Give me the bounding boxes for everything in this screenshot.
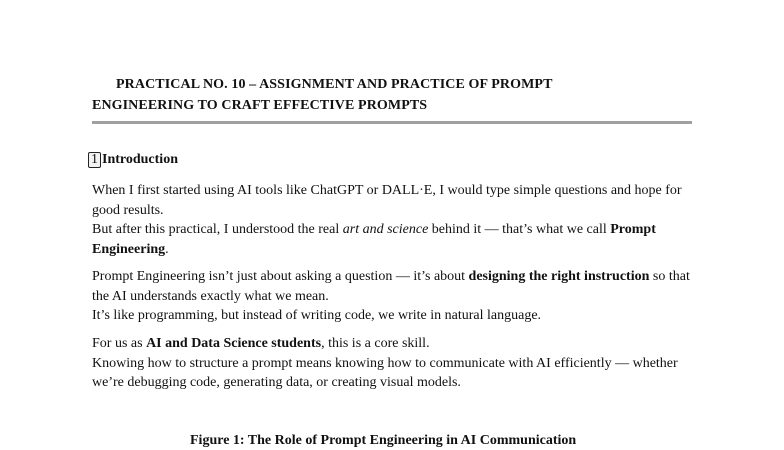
- section-heading-introduction: [88, 151, 178, 169]
- p1-bold-prompt-engineering: Prompt Engineering: [92, 222, 656, 257]
- p1-line-2-post: behind it — that’s what we call: [428, 222, 611, 237]
- section-number-keycap-icon: 1: [88, 152, 101, 168]
- paragraph-3: [92, 334, 702, 393]
- p1-line-2-end: .: [165, 241, 169, 257]
- p1-italic-art-and-science: art and science: [342, 222, 429, 237]
- page-title: [92, 74, 692, 116]
- p3-bold-students: AI and Data Science students: [146, 336, 322, 351]
- p3-line-2: Knowing how to structure a prompt means knowing how to communicate with AI efficiently — whether we’re debugging code, generating data, or creating visual models.: [92, 355, 678, 390]
- p1-line-1: When I first started using AI tools like ChatGPT or DALL·E, I would type simple questions and hope for good results.: [92, 183, 682, 218]
- section-heading-label: Introduction: [102, 152, 178, 167]
- p2-post: so that the AI understands exactly what we mean.: [92, 269, 690, 304]
- p3-post: , this is a core skill.: [321, 336, 430, 351]
- paragraph-2: [92, 267, 702, 326]
- title-line-2: ENGINEERING TO CRAFT EFFECTIVE PROMPTS: [92, 98, 428, 113]
- title-line-1: PRACTICAL NO. 10 – ASSIGNMENT AND PRACTICE OF PROMPT: [116, 77, 553, 92]
- p3-pre: For us as: [92, 336, 147, 351]
- paragraph-1: [92, 181, 702, 259]
- horizontal-rule: [92, 121, 692, 124]
- p2-line-2: It’s like programming, but instead of writing code, we write in natural language.: [92, 308, 542, 323]
- p1-line-2-pre: But after this practical, I understood the real: [92, 222, 343, 237]
- figure-caption: Figure 1: The Role of Prompt Engineering in AI Communication: [190, 433, 577, 448]
- p2-bold-designing-instruction: designing the right instruction: [468, 269, 650, 284]
- p2-pre: Prompt Engineering isn’t just about asking a question — it’s about: [92, 269, 469, 284]
